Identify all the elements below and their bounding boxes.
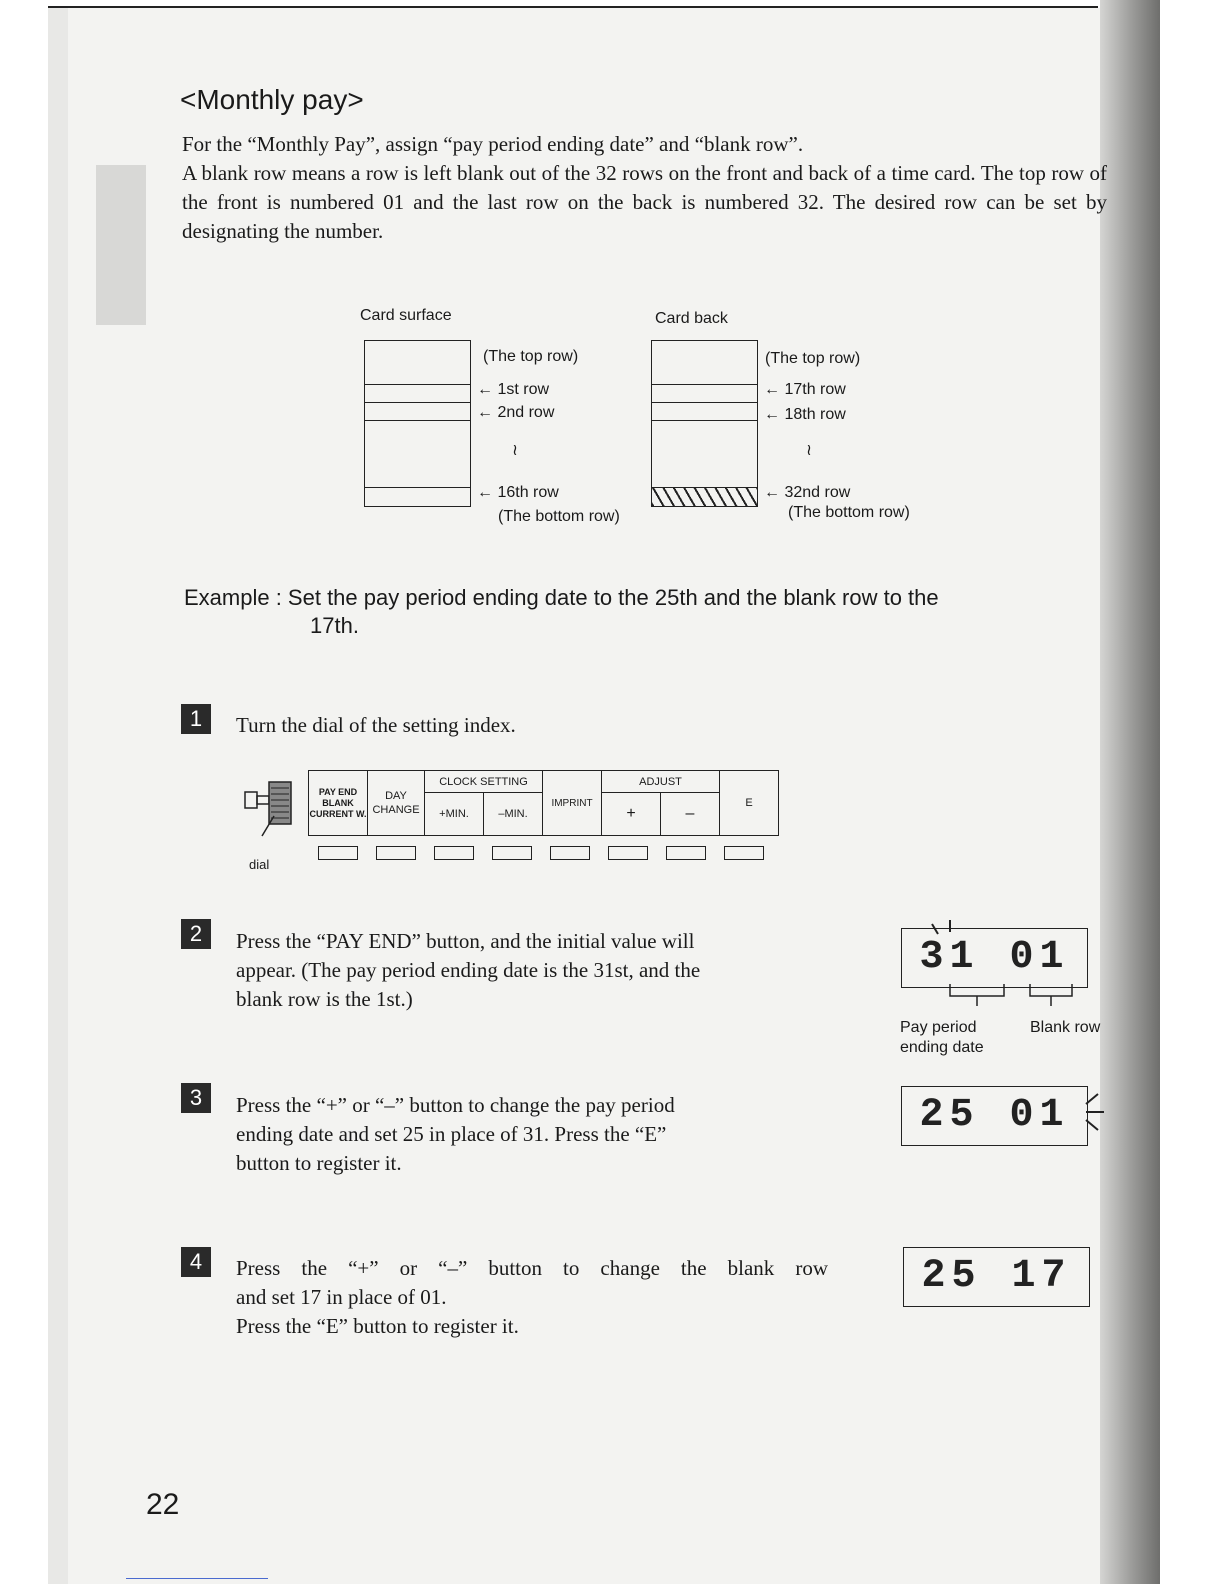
pay-end-position[interactable]: PAY END BLANK CURRENT W. (309, 771, 368, 836)
button-slot-2 (376, 846, 416, 860)
button-slot-5 (550, 846, 590, 860)
back-top-label: (The top row) (765, 350, 861, 367)
surface-last-row-label: ← 16th row (477, 484, 559, 501)
step-1-text: Turn the dial of the setting index. (236, 713, 516, 737)
intro-text (182, 130, 1107, 246)
display-bracket-lines (948, 984, 1078, 1006)
day-change-position[interactable]: DAY CHANGE (368, 771, 425, 836)
back-ellipsis: ≀ (806, 442, 812, 459)
lcd-display-row-set: 25 17 (903, 1247, 1090, 1307)
imprint-position[interactable]: IMPRINT (543, 771, 602, 836)
page-number: 22 (146, 1488, 180, 1521)
e-position[interactable]: E (720, 771, 779, 836)
page-left-edge (48, 8, 68, 1584)
button-slot-1 (318, 846, 358, 860)
card-back-diagram (651, 340, 758, 507)
arrow-left-icon: ← (764, 484, 780, 501)
adjust-minus-position[interactable]: – (661, 793, 720, 836)
back-row1-label: ← 17th row (764, 381, 846, 398)
back-bottom-label: (The bottom row) (788, 504, 910, 521)
surface-bottom-label: (The bottom row) (498, 508, 620, 525)
blink-rays-icon (1084, 1092, 1110, 1132)
lcd-display-initial: 31 01 (901, 928, 1088, 988)
step-2-number: 2 (181, 919, 211, 949)
card-surface-diagram (364, 340, 471, 507)
section-title: <Monthly pay> (180, 84, 364, 115)
button-slot-7 (666, 846, 706, 860)
blank-row-label: Blank row (1030, 1019, 1101, 1036)
arrow-left-icon: ← (477, 404, 493, 421)
lcd-display-date-set: 25 01 (901, 1086, 1088, 1146)
back-row2-label: ← 18th row (764, 406, 846, 423)
intro-paragraph-1: For the “Monthly Pay”, assign “pay period ending date” and “blank row”. (182, 132, 804, 156)
page-spine-shadow (1100, 0, 1160, 1584)
clock-setting-header: CLOCK SETTING (425, 771, 543, 793)
button-slot-3 (434, 846, 474, 860)
surface-row2-label: ← 2nd row (477, 404, 555, 421)
surface-top-label: (The top row) (483, 348, 579, 365)
plus-min-position[interactable]: +MIN. (425, 793, 484, 836)
step-4-text: Press the “+” or “–” button to change the blank row and set 17 in place of 01. Press the “E” button to register it. (236, 1256, 828, 1338)
step-2-text: Press the “PAY END” button, and the initial value will appear. (The pay period ending date is the 31st, and the blank row is the 1st.) (236, 929, 701, 1011)
arrow-left-icon: ← (477, 381, 493, 398)
card-surface-title: Card surface (360, 307, 452, 324)
example-text (184, 584, 1124, 640)
surface-ellipsis: ≀ (512, 442, 518, 459)
arrow-left-icon: ← (764, 381, 780, 398)
setting-index-panel (308, 770, 779, 836)
button-slot-6 (608, 846, 648, 860)
button-slot-8 (724, 846, 764, 860)
step-3-text: Press the “+” or “–” button to change the pay period ending date and set 25 in place of 31. Press the “E” button to register it. (236, 1093, 675, 1175)
intro-paragraph-2: A blank row means a row is left blank out of the 32 rows on the front and back of a time card. The top row of the front is numbered 01 and the last row on the back is numbered 32. The desired row can be set by designating the number. (182, 161, 1107, 243)
example-line-2: 17th. (310, 613, 359, 638)
step-3-number: 3 (181, 1083, 211, 1113)
arrow-left-icon: ← (764, 406, 780, 423)
card-back-title: Card back (655, 310, 728, 327)
minus-min-position[interactable]: –MIN. (484, 793, 543, 836)
blink-rays-icon (930, 910, 970, 940)
side-index-tab (96, 165, 146, 325)
adjust-header: ADJUST (602, 771, 720, 793)
example-line-1: Example : Set the pay period ending date to the 25th and the blank row to the (184, 585, 939, 610)
arrow-left-icon: ← (477, 484, 493, 501)
back-last-row-label: ← 32nd row (764, 484, 851, 501)
pay-period-label: Pay period ending date (900, 1019, 984, 1056)
step-4-number: 4 (181, 1247, 211, 1277)
dial-label: dial (249, 857, 270, 872)
adjust-plus-position[interactable]: + (602, 793, 661, 836)
blank-row-hatch (652, 487, 757, 506)
surface-row1-label: ← 1st row (477, 381, 550, 398)
button-slot-4 (492, 846, 532, 860)
step-1-number: 1 (181, 704, 211, 734)
footer-rule (126, 1578, 268, 1579)
page-top-edge (48, 6, 1098, 8)
